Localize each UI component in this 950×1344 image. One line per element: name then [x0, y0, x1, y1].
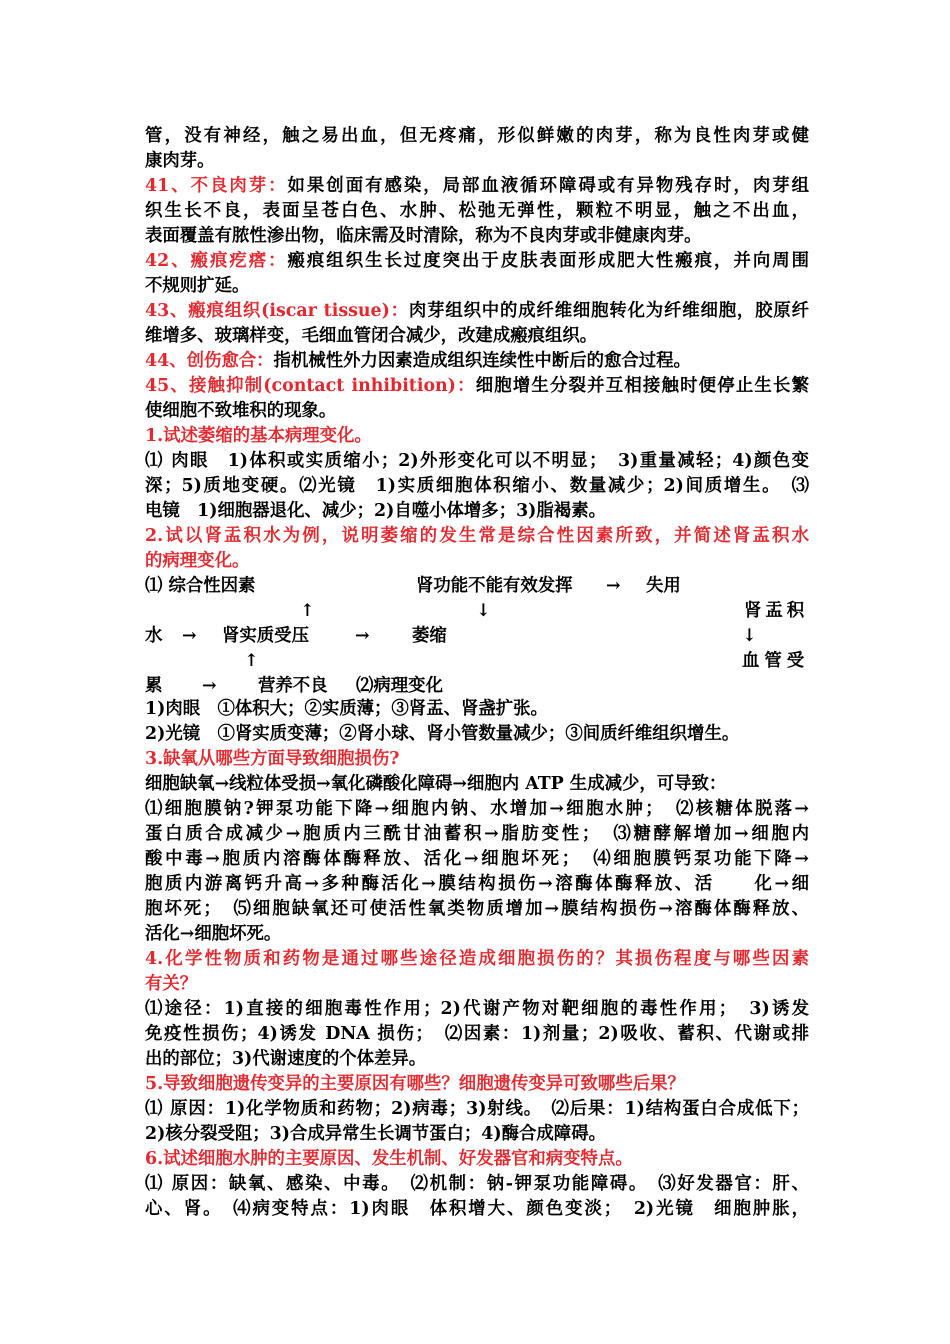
heading-term: 3.缺氧从哪些方面导致细胞损伤? [145, 749, 400, 769]
text-line [145, 697, 548, 722]
diagram-vessel: 血管受 [742, 651, 810, 671]
body-text: ⑴途径：1)直接的细胞毒性作用；2)代谢产物对靶细胞的毒性作用； 3)诱发 [145, 999, 809, 1019]
body-text: ⑴细胞膜钠?钾泵功能下降→细胞内钠、水增加→细胞水肿； ⑵核糖体脱落→ [145, 799, 809, 819]
heading-term: 45、接触抑制(contact inhibition)： [145, 376, 476, 396]
body-text: 使细胞不致堆积的现象。 [145, 401, 337, 421]
text-line [145, 1097, 809, 1122]
text-line [145, 449, 809, 474]
diagram-down-arrow: ↓ [476, 601, 491, 621]
text-line [145, 1122, 606, 1147]
diagram-arrow-right: → [182, 626, 197, 646]
body-text: ⑴ 原因：缺氧、感染、中毒。 ⑵机制：钠-钾泵功能障碍。 ⑶好发器官：肝、 [145, 1174, 809, 1194]
text-line [145, 897, 809, 922]
body-text: ⑴ 肉眼 1)体积或实质缩小；2)外形变化可以不明显； 3)重量减轻；4)颜色变 [145, 451, 809, 471]
body-text: ⑴ 原因：1)化学物质和药物；2)病毒；3)射线。 ⑵后果：1)结构蛋白合成低下； [145, 1099, 809, 1119]
body-text: 指机械性外力因素造成组织连续性中断后的愈合过程。 [273, 351, 691, 371]
body-text: 管，没有神经，触之易出血，但无疼痛，形似鲜嫩的肉芽，称为良性肉芽或健 [145, 126, 809, 146]
text-line [145, 399, 336, 424]
text-line [145, 1197, 809, 1222]
body-text: 1)肉眼 ①体积大；②实质薄；③肾盂、肾盏扩张。 [145, 699, 548, 719]
text-line [145, 872, 809, 897]
heading-term: 5.导致细胞遗传变异的主要原因有哪些？细胞遗传变异可致哪些后果？ [145, 1074, 685, 1094]
diagram-up-arrow: ↑ [244, 651, 259, 671]
text-line [145, 124, 809, 149]
body-text: 织生长不良，表面呈苍白色、水肿、松弛无弹性，颗粒不明显，触之不出血， [145, 201, 809, 221]
heading-term: 43、瘢痕组织(iscar tissue)： [145, 301, 409, 321]
diagram-tired: 累 [145, 676, 163, 696]
text-line [145, 174, 809, 199]
text-line [145, 374, 809, 399]
text-line [145, 772, 726, 797]
text-line [145, 797, 809, 822]
diagram-lost-use: 失用 [646, 576, 681, 596]
text-line [145, 1022, 809, 1047]
body-text: 康肉芽。 [145, 151, 215, 171]
body-text: 如果创面有感染，局部血液循环障碍或有异物残存时，肉芽组 [287, 176, 809, 196]
body-text: 心、肾。 ⑷病变特点：1)肉眼 体积增大、颜色变淡； 2)光镜 细胞肿胀， [145, 1199, 809, 1219]
body-text: 活化→细胞坏死。 [145, 924, 282, 944]
body-text: 电镜 1)细胞器退化、减少；2)自噬小体增多；3)脂褐素。 [145, 501, 606, 521]
heading-term: 2.试以肾盂积水为例，说明萎缩的发生常是综合性因素所致，并简述肾盂积水 [145, 526, 809, 546]
heading-term: 42、瘢痕疙瘩： [145, 251, 288, 271]
text-line [145, 299, 809, 324]
text-line [145, 274, 249, 299]
body-text: 胞质内游离钙升高→多种酶活化→膜结构损伤→溶酶体酶释放、活 化→细 [145, 874, 809, 894]
diagram-pathology-label: ⑵病理变化 [356, 676, 443, 696]
text-line [145, 947, 809, 972]
text-line [145, 499, 606, 524]
text-line [145, 972, 197, 997]
body-text: 深；5)质地变硬。⑵光镜 1)实质细胞体积缩小、数量减少；2)间质增生。 ⑶ [145, 476, 809, 496]
diagram-arrow-right: → [202, 676, 217, 696]
diagram-arrow-right: → [355, 626, 370, 646]
diagram-arrow-right: → [606, 576, 621, 596]
text-line [145, 349, 691, 374]
text-line [145, 1072, 685, 1097]
diagram-pyelo: 肾盂积 [744, 601, 809, 621]
text-line [145, 249, 809, 274]
body-text: 2)光镜 ①肾实质变薄；②肾小球、肾小管数量减少；③间质纤维组织增生。 [145, 724, 740, 744]
body-text: 细胞缺氧→线粒体受损→氧化磷酸化障碍→细胞内 ATP 生成减少，可导致： [145, 774, 727, 794]
text-line [145, 324, 597, 349]
diagram-water: 水 [145, 626, 163, 646]
text-line [145, 474, 809, 499]
body-text: 细胞增生分裂并互相接触时便停止生长繁 [475, 376, 809, 396]
text-line [145, 224, 702, 249]
text-line [145, 149, 215, 174]
heading-term: 的病理变化。 [145, 551, 250, 571]
diagram-function-loss: 肾功能不能有效发挥 [416, 576, 573, 596]
text-line [145, 524, 809, 549]
body-text: 酸中毒→胞质内溶酶体酶释放、活化→细胞坏死； ⑷细胞膜钙泵功能下降→ [145, 849, 809, 869]
body-text: 免疫性损伤；4)诱发 DNA 损伤； ⑵因素：1)剂量；2)吸收、蓄积、代谢或排 [145, 1024, 809, 1044]
body-text: 不规则扩延。 [145, 276, 250, 296]
text-line [145, 997, 809, 1022]
text-line [145, 424, 372, 449]
text-line [145, 847, 809, 872]
text-line [145, 1047, 426, 1072]
text-line [145, 1147, 633, 1172]
body-text: 维增多、玻璃样变，毛细血管闭合减少，改建成瘢痕组织。 [145, 326, 598, 346]
body-text: 蛋白质合成减少→胞质内三酰甘油蓄积→脂肪变性； ⑶糖酵解增加→细胞内 [145, 824, 809, 844]
text-line [145, 1172, 809, 1197]
body-text: 表面覆盖有脓性渗出物，临床需及时清除，称为不良肉芽或非健康肉芽。 [145, 226, 702, 246]
body-text: 瘢痕组织生长过度突出于皮肤表面形成肥大性瘢痕，并向周围 [287, 251, 809, 271]
text-line [145, 549, 249, 574]
heading-term: 1.试述萎缩的基本病理变化。 [145, 426, 372, 446]
text-line [145, 199, 809, 224]
diagram-up-arrow: ↑ [300, 601, 315, 621]
text-line [145, 747, 399, 772]
heading-term: 44、创伤愈合： [145, 351, 274, 371]
text-line [145, 722, 739, 747]
heading-term: 41、不良肉芽： [145, 176, 288, 196]
text-line [145, 922, 281, 947]
heading-term: 有关？ [145, 974, 198, 994]
text-line [145, 822, 809, 847]
diagram-malnutrition: 营养不良 [258, 676, 328, 696]
body-text: 胞坏死； ⑸细胞缺氧还可使活性氧类物质增加→膜结构损伤→溶酶体酶释放、 [145, 899, 809, 919]
diagram-factors: ⑴ 综合性因素 [145, 576, 256, 596]
heading-term: 6.试述细胞水肿的主要原因、发生机制、好发器官和病变特点。 [145, 1149, 633, 1169]
diagram-atrophy: 萎缩 [412, 626, 447, 646]
diagram-parenchyma: 肾实质受压 [222, 626, 309, 646]
diagram-down-arrow: ↓ [742, 626, 757, 646]
body-text: 2)核分裂受阻；3)合成异常生长调节蛋白；4)酶合成障碍。 [145, 1124, 606, 1144]
body-text: 肉芽组织中的成纤维细胞转化为纤维细胞，胶原纤 [408, 301, 809, 321]
body-text: 出的部位；3)代谢速度的个体差异。 [145, 1049, 427, 1069]
heading-term: 4.化学性物质和药物是通过哪些途径造成细胞损伤的？其损伤程度与哪些因素 [145, 949, 809, 969]
